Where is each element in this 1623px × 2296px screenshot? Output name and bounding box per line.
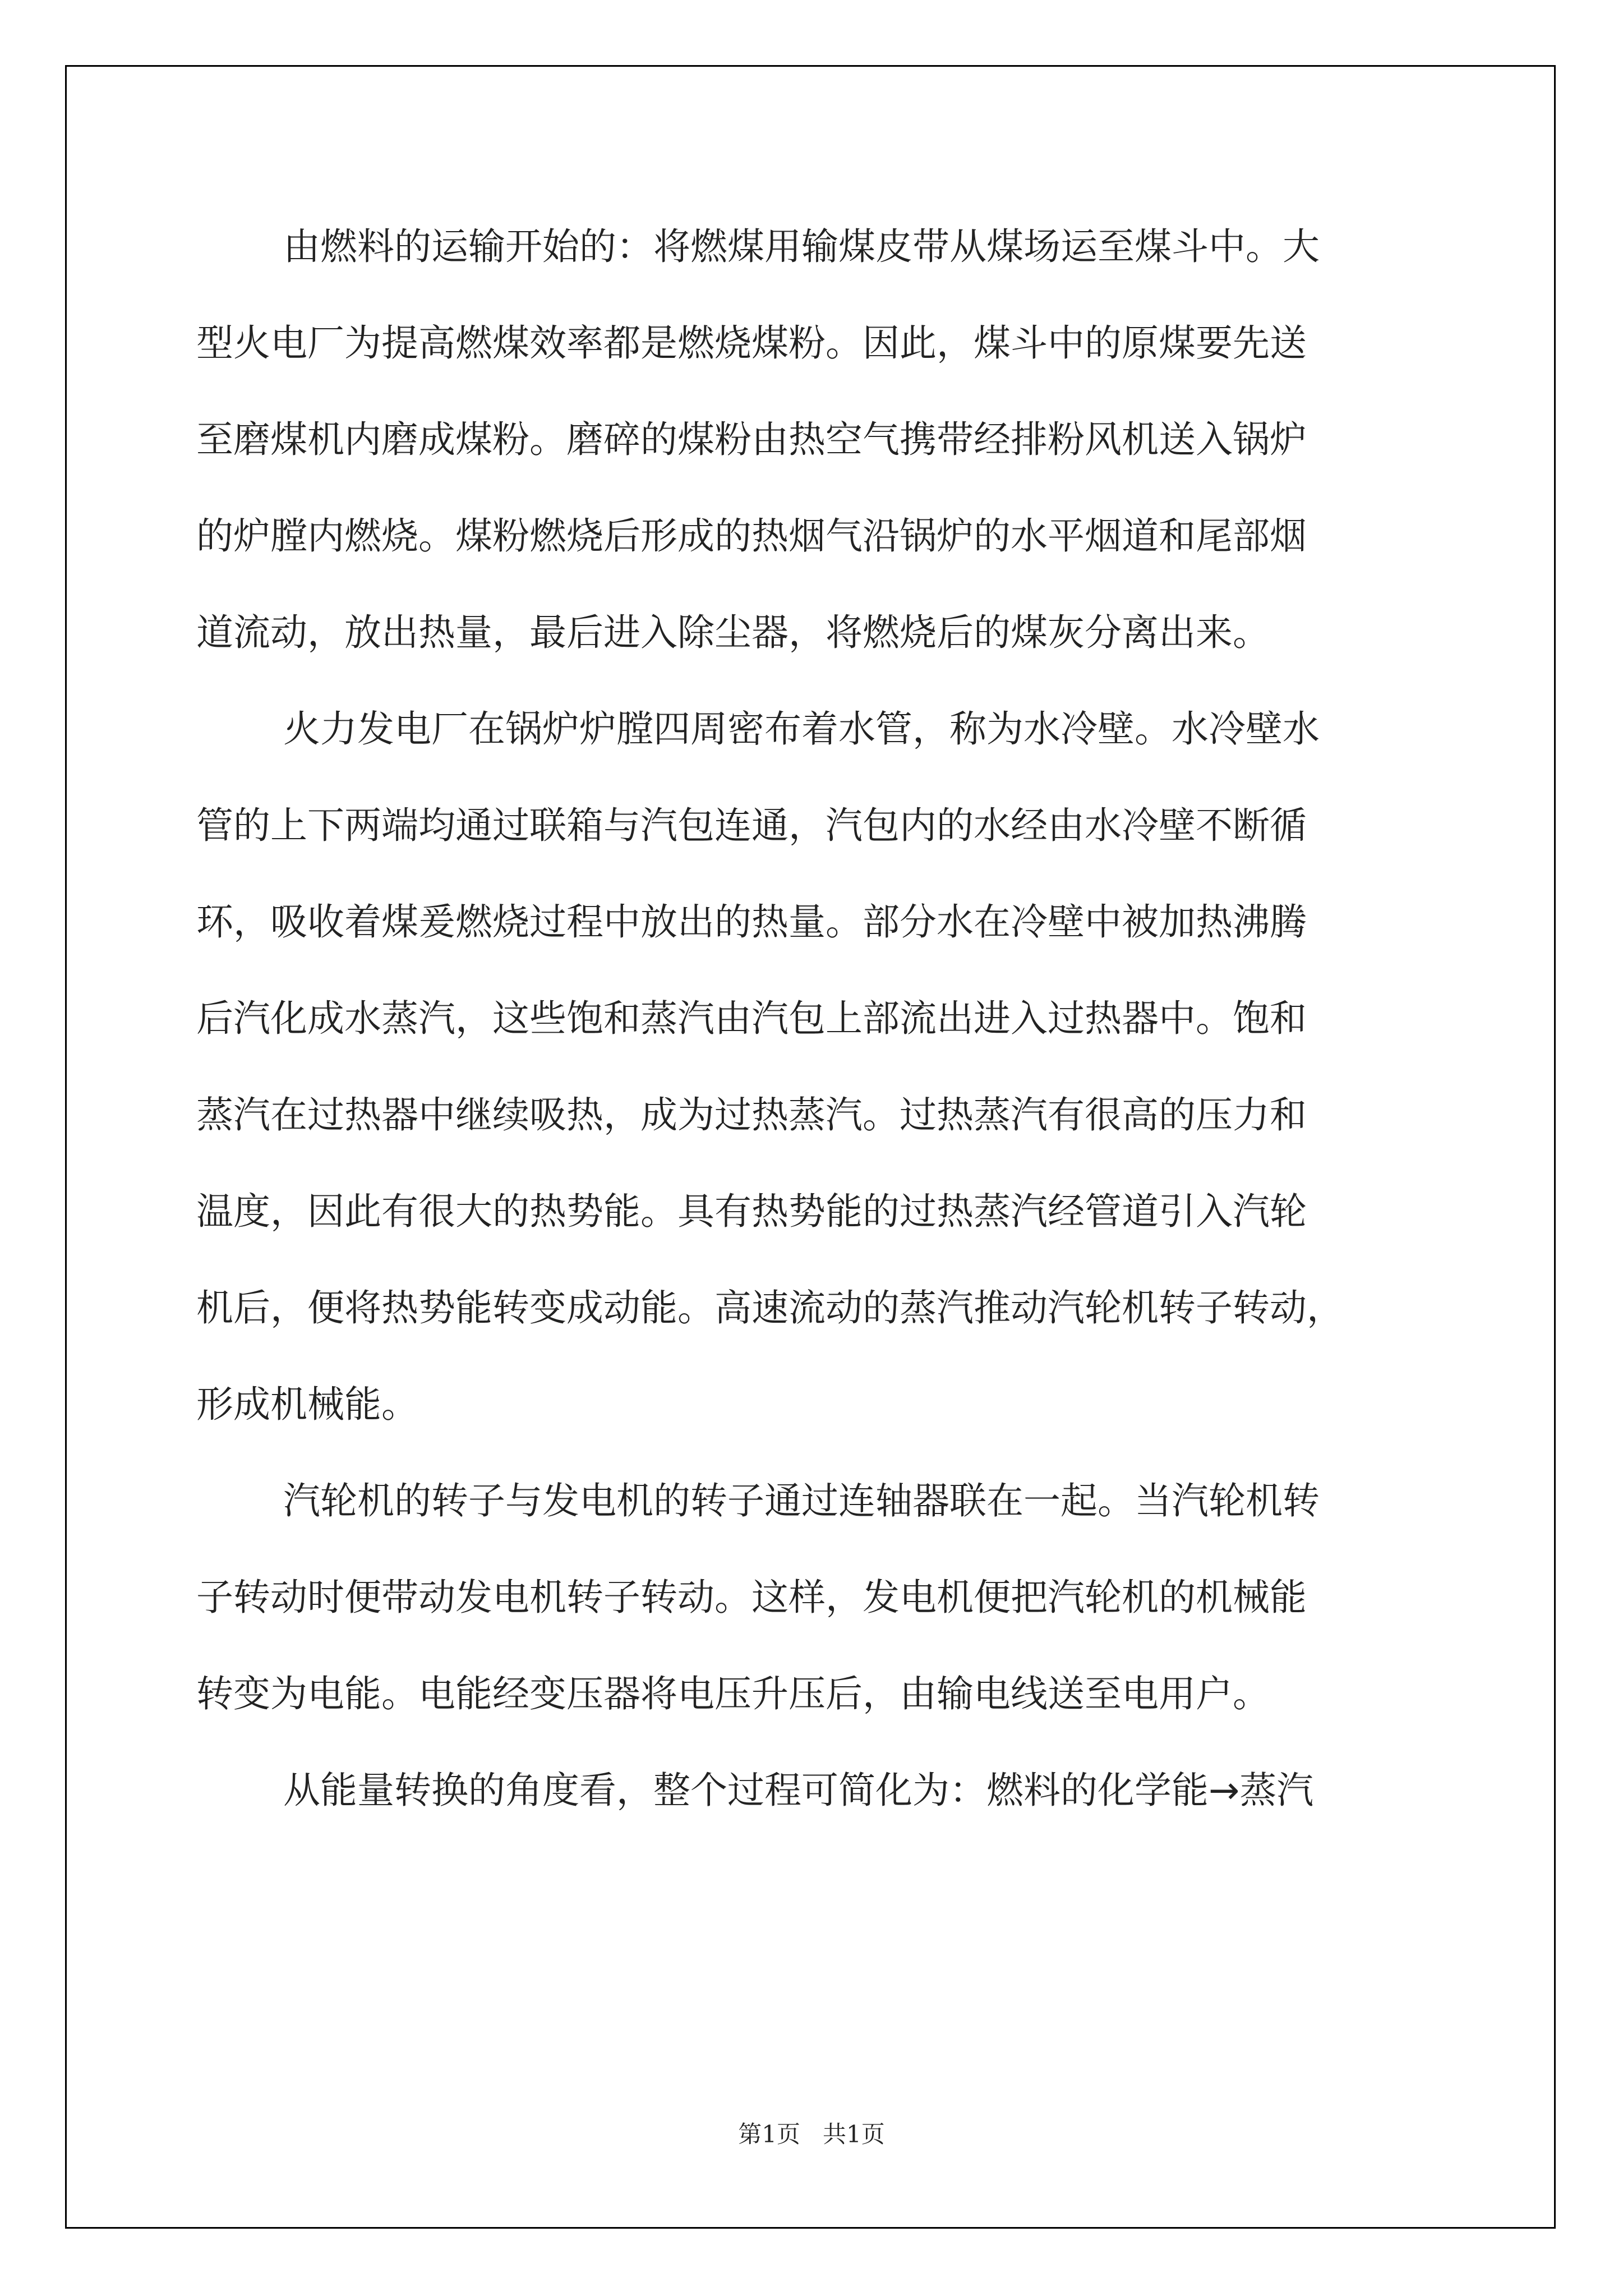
paragraph-2-line-5: 蒸汽在过热器中继续吸热，成为过热蒸汽。过热蒸汽有很高的压力和 bbox=[196, 1093, 1307, 1137]
paragraph-2-line-7: 机后，便将热势能转变成动能。高速流动的蒸汽推动汽轮机转子转动， bbox=[196, 1286, 1344, 1329]
paragraph-3-line-1: 汽轮机的转子与发电机的转子通过连轴器联在一起。当汽轮机转 bbox=[283, 1479, 1320, 1522]
page-border bbox=[65, 65, 1556, 2229]
page-number-footer: 第1页 共1页 bbox=[738, 2120, 885, 2148]
paragraph-1-line-1: 由燃料的运输开始的：将燃煤用输煤皮带从煤场运至煤斗中。大 bbox=[283, 225, 1320, 268]
paragraph-1-line-2: 型火电厂为提高燃煤效率都是燃烧煤粉。因此，煤斗中的原煤要先送 bbox=[196, 321, 1307, 365]
paragraph-2-line-2: 管的上下两端均通过联箱与汽包连通，汽包内的水经由水冷壁不断循 bbox=[196, 804, 1307, 847]
paragraph-1-line-3: 至磨煤机内磨成煤粉。磨碎的煤粉由热空气携带经排粉风机送入锅炉 bbox=[196, 418, 1307, 461]
paragraph-3-line-3: 转变为电能。电能经变压器将电压升压后，由输电线送至电用户。 bbox=[196, 1672, 1270, 1715]
paragraph-1-line-5: 道流动，放出热量，最后进入除尘器，将燃烧后的煤灰分离出来。 bbox=[196, 611, 1270, 654]
paragraph-2-line-1: 火力发电厂在锅炉炉膛四周密布着水管，称为水冷壁。水冷壁水 bbox=[283, 707, 1320, 751]
paragraph-1-line-4: 的炉膛内燃烧。煤粉燃烧后形成的热烟气沿锅炉的水平烟道和尾部烟 bbox=[196, 514, 1307, 558]
paragraph-2-line-8: 形成机械能。 bbox=[196, 1383, 418, 1426]
paragraph-4-line-1: 从能量转换的角度看，整个过程可简化为：燃料的化学能→蒸汽 bbox=[283, 1769, 1314, 1812]
paragraph-2-line-6: 温度，因此有很大的热势能。具有热势能的过热蒸汽经管道引入汽轮 bbox=[196, 1190, 1307, 1233]
paragraph-2-line-4: 后汽化成水蒸汽，这些饱和蒸汽由汽包上部流出进入过热器中。饱和 bbox=[196, 997, 1307, 1040]
paragraph-2-line-3: 环，吸收着煤爰燃烧过程中放出的热量。部分水在冷壁中被加热沸腾 bbox=[196, 900, 1307, 944]
paragraph-3-line-2: 子转动时便带动发电机转子转动。这样，发电机便把汽轮机的机械能 bbox=[196, 1576, 1307, 1619]
